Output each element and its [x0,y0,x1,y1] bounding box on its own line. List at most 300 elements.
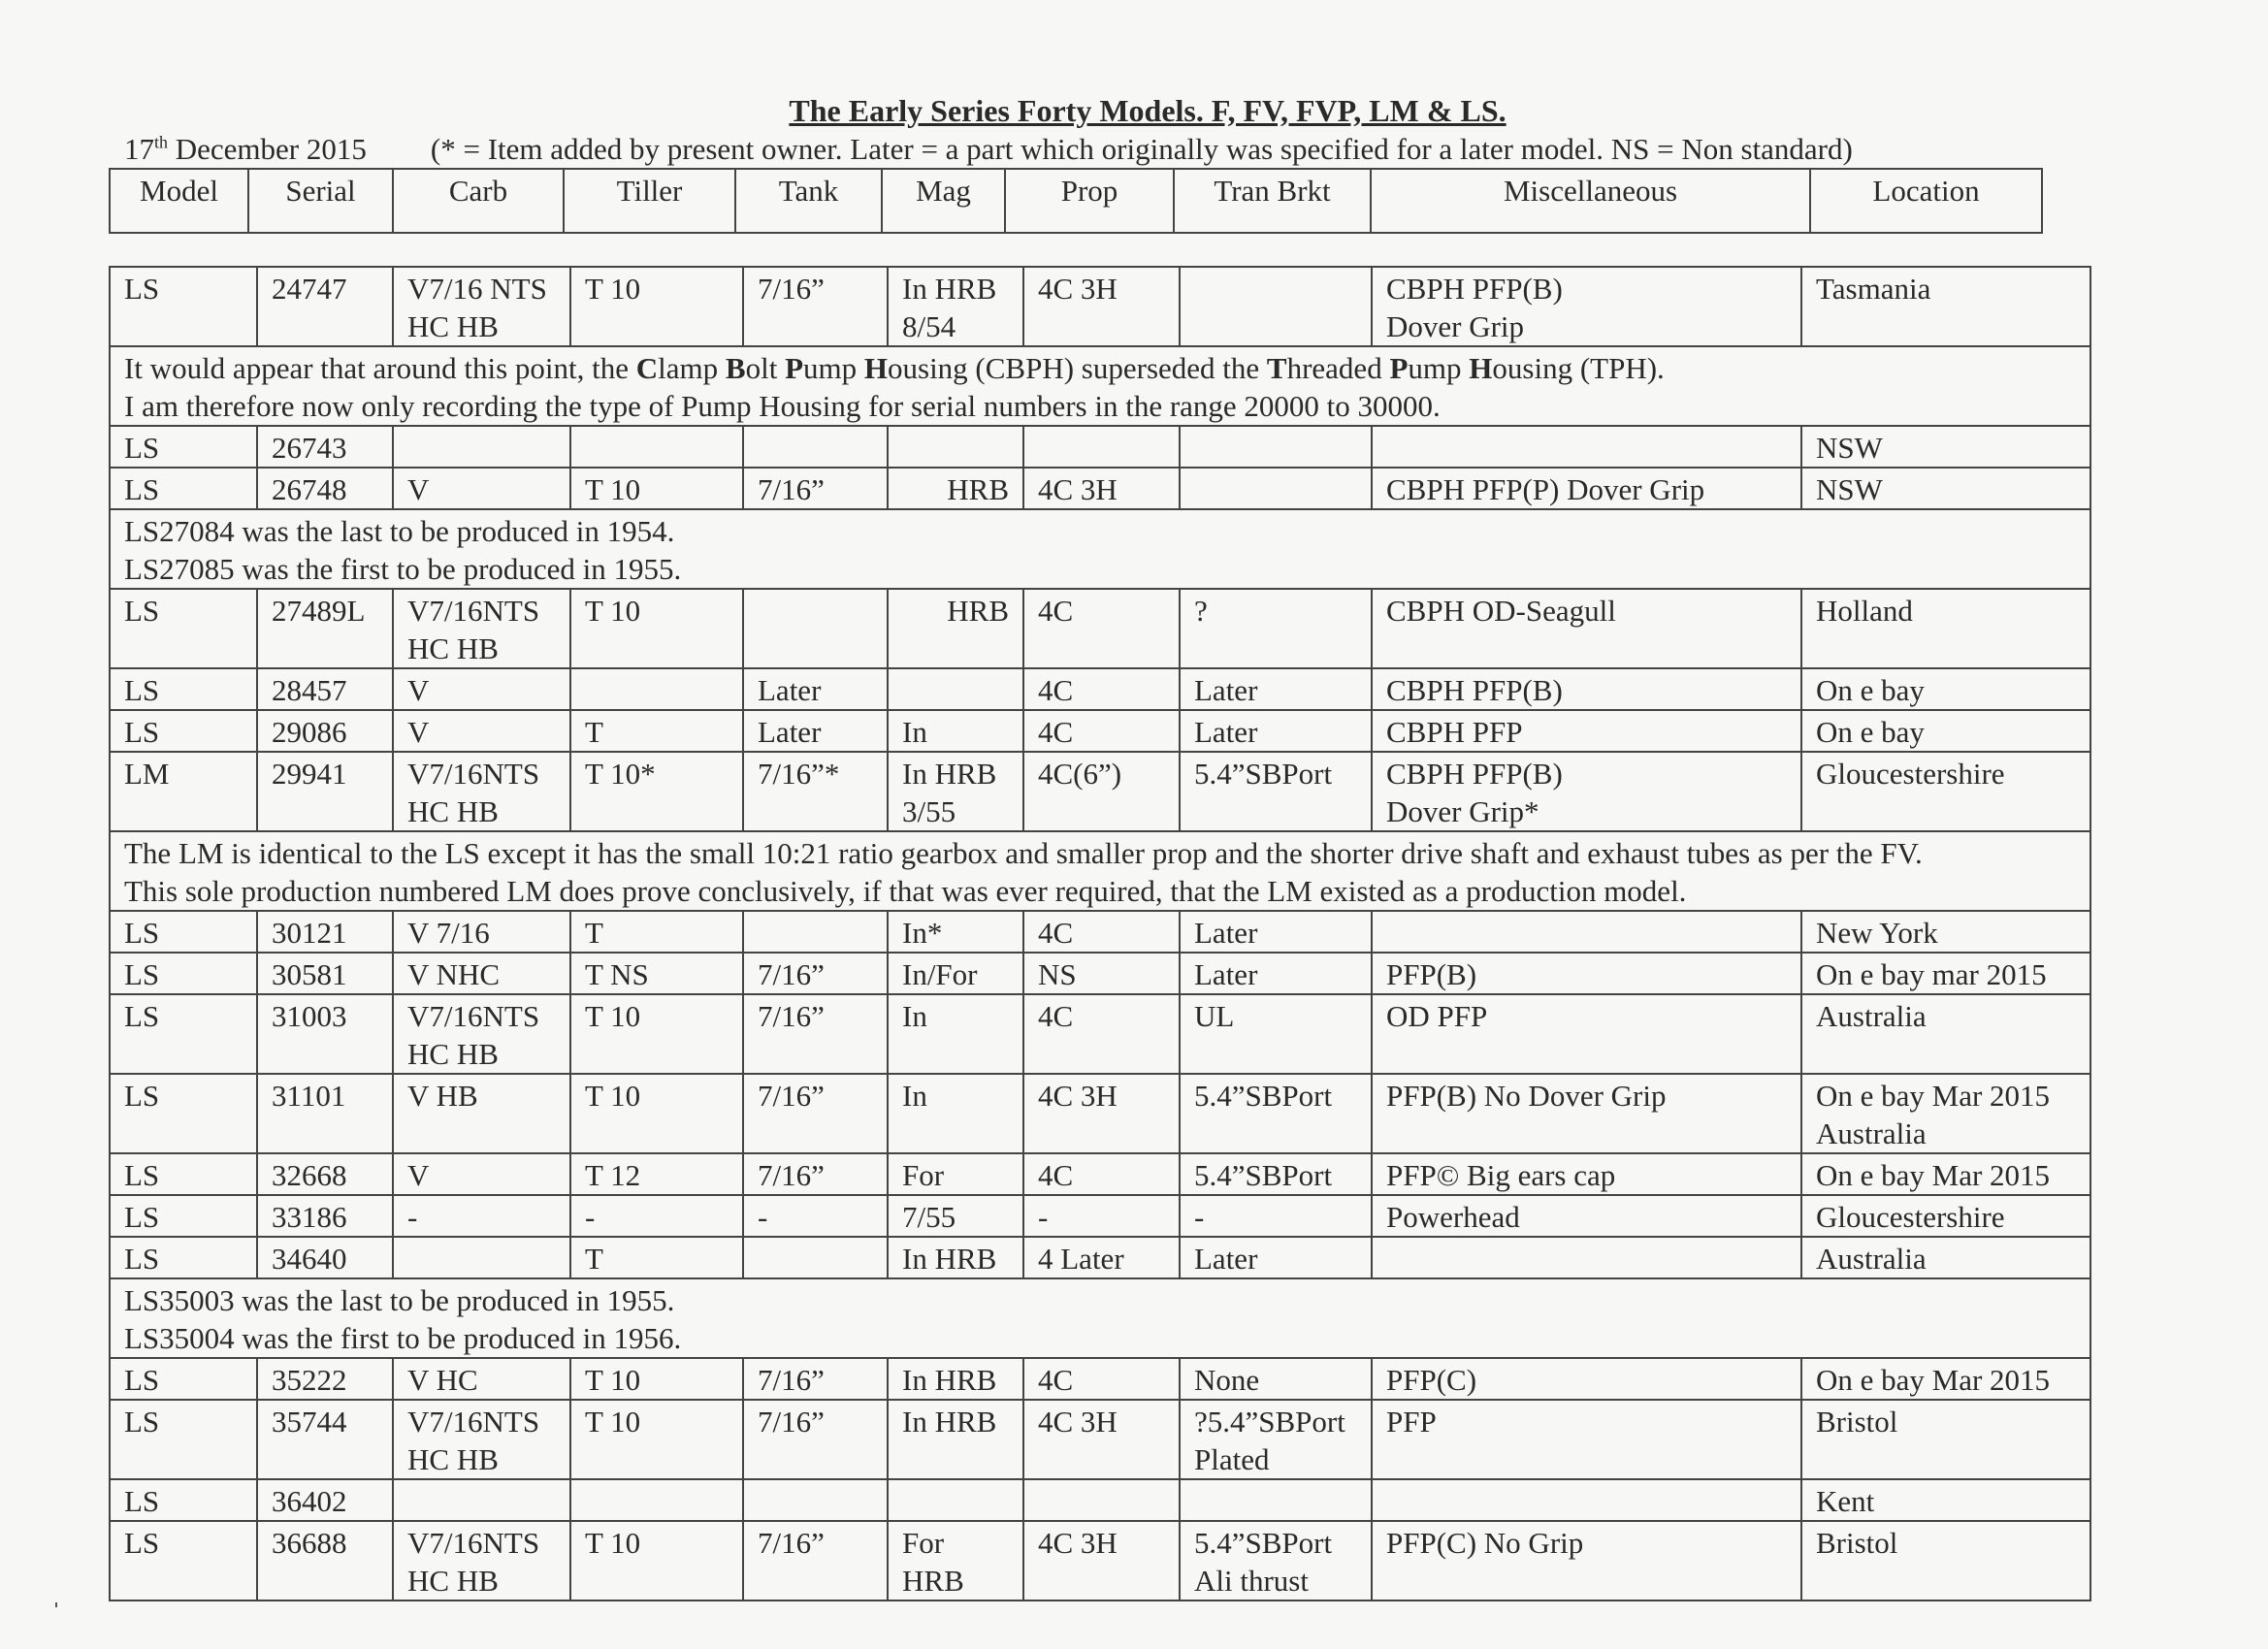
cell-serial [257,267,393,346]
cell-line: 7/16” [758,1526,825,1560]
note-row [110,346,2090,426]
cell-line: None [1194,1363,1260,1397]
table-row [110,994,2090,1074]
cell-location [1801,1358,2090,1400]
note-row [110,509,2090,589]
cell-line: Australia [1816,999,1927,1033]
column-header-prop: Prop [1005,169,1174,233]
cell-tran-brkt [1180,1153,1372,1195]
cell-line: T 10 [585,999,641,1033]
table-row [110,267,2090,346]
cell-serial [257,911,393,953]
cell-line: - [1194,1200,1205,1234]
table-row [110,1479,2090,1521]
cell-tank [743,953,888,994]
cell-line: 26743 [272,431,347,465]
cell-line: V7/16NTS [407,1405,540,1439]
cell-line: 4C 3H [1038,1405,1118,1439]
cell-line: - [585,1200,596,1234]
cell-tran-brkt [1180,911,1372,953]
cell-model [110,1479,257,1521]
column-header-miscellaneous: Miscellaneous [1371,169,1810,233]
cell-line: T 12 [585,1158,641,1192]
table-row [110,953,2090,994]
cell-tran-brkt [1180,468,1372,509]
cell-line: V7/16NTS [407,757,540,791]
cell-line: In HRB [902,272,997,306]
table-row [110,589,2090,668]
cell-model [110,589,257,668]
cell-model [110,911,257,953]
cell-prop [1023,994,1180,1074]
cell-serial [257,1400,393,1479]
cell-line: Later [1194,916,1258,950]
cell-line: 4C(6”) [1038,757,1122,791]
cell-tiller [570,1153,743,1195]
cell-line: For [902,1526,945,1560]
cell-model [110,994,257,1074]
cell-line: - [758,1200,768,1234]
cell-prop [1023,1195,1180,1237]
cell-miscellaneous [1372,953,1801,994]
cell-line: In HRB [902,1242,997,1276]
cell-tank [743,911,888,953]
cell-tiller [570,1195,743,1237]
cell-tank [743,1400,888,1479]
cell-line: T 10* [585,757,656,791]
cell-model [110,710,257,752]
cell-line: T 10 [585,472,641,506]
cell-location [1801,1237,2090,1278]
cell-prop [1023,953,1180,994]
cell-line: ?5.4”SBPort [1194,1405,1345,1439]
cell-serial [257,710,393,752]
cell-line: LS [124,1526,160,1560]
cell-carb [393,668,570,710]
cell-line: HC HB [407,631,499,665]
cell-line: 35744 [272,1405,347,1439]
cell-serial [257,668,393,710]
cell-serial [257,1521,393,1600]
table-row [110,752,2090,831]
cell-prop [1023,1521,1180,1600]
cell-line: T 10 [585,1405,641,1439]
cell-prop [1023,911,1180,953]
note-row [110,831,2090,911]
cell-line: ? [1194,594,1208,628]
cell-line: Kent [1816,1484,1875,1518]
cell-line: V [407,673,430,707]
cell-line: HRB [902,1564,964,1598]
cell-prop [1023,1479,1180,1521]
cell-tiller [570,1521,743,1600]
cell-tran-brkt [1180,953,1372,994]
cell-tank [743,267,888,346]
cell-line: LM [124,757,170,791]
cell-tank [743,426,888,468]
cell-serial [257,752,393,831]
cell-tran-brkt [1180,1195,1372,1237]
cell-line: 7/16” [758,472,825,506]
cell-line: 34640 [272,1242,347,1276]
cell-line: HRB [947,472,1009,506]
cell-line: V7/16 NTS [407,272,547,306]
cell-line: For [902,1158,945,1192]
cell-line: 5.4”SBPort [1194,1526,1333,1560]
cell-prop [1023,752,1180,831]
cell-carb [393,1521,570,1600]
table-row [110,1358,2090,1400]
cell-serial [257,426,393,468]
cell-tran-brkt [1180,668,1372,710]
cell-line: Later [758,715,822,749]
cell-line: Plated [1194,1442,1270,1476]
cell-tiller [570,752,743,831]
cell-line: 30581 [272,957,347,991]
cell-line: On e bay Mar 2015 [1816,1158,2051,1192]
cell-line: 7/55 [902,1200,956,1234]
cell-miscellaneous [1372,1521,1801,1600]
cell-carb [393,1237,570,1278]
cell-mag [888,1358,1023,1400]
column-header-tran-brkt: Tran Brkt [1174,169,1371,233]
cell-line: Gloucestershire [1816,757,2005,791]
cell-line: 5.4”SBPort [1194,1158,1333,1192]
cell-line: 36402 [272,1484,347,1518]
cell-mag [888,1521,1023,1600]
cell-line: T 10 [585,1079,641,1113]
cell-line: PFP(B) [1386,957,1477,991]
cell-line: V [407,472,430,506]
cell-line: CBPH PFP(P) Dover Grip [1386,472,1705,506]
cell-tiller [570,1074,743,1153]
table-row [110,668,2090,710]
cell-line: 27489L [272,594,366,628]
cell-tiller [570,1237,743,1278]
note-line: LS27085 was the first to be produced in 1955. [124,552,682,586]
cell-tiller [570,426,743,468]
cell-carb [393,267,570,346]
cell-serial [257,1237,393,1278]
note-text [110,509,2090,589]
cell-serial [257,589,393,668]
cell-line: CBPH OD-Seagull [1386,594,1616,628]
cell-line: 4C 3H [1038,272,1118,306]
cell-carb [393,589,570,668]
cell-prop [1023,1400,1180,1479]
cell-tiller [570,468,743,509]
cell-line: LS [124,1158,160,1192]
cell-mag [888,468,1023,509]
cell-tank [743,589,888,668]
cell-mag [888,1479,1023,1521]
cell-line: 29941 [272,757,347,791]
cell-line: In HRB [902,757,997,791]
document-date: 17th December 2015 [124,132,367,166]
cell-tank [743,1074,888,1153]
cell-line: V7/16NTS [407,594,540,628]
cell-tran-brkt [1180,589,1372,668]
cell-line: HC HB [407,1442,499,1476]
cell-line: PFP(C) [1386,1363,1477,1397]
cell-line: Australia [1816,1116,1927,1150]
cell-serial [257,1074,393,1153]
cell-line: - [407,1200,418,1234]
cell-mag [888,953,1023,994]
table-row [110,911,2090,953]
column-header-model: Model [110,169,248,233]
cell-line: LS [124,1405,160,1439]
cell-location [1801,426,2090,468]
cell-serial [257,1195,393,1237]
note-line: This sole production numbered LM does prove conclusively, if that was ever required, that the LM existed as a production model. [124,874,1687,908]
cell-carb [393,426,570,468]
table-row [110,1153,2090,1195]
cell-line: 32668 [272,1158,347,1192]
cell-line: CBPH PFP(B) [1386,757,1563,791]
cell-line: LS [124,1484,160,1518]
cell-line: 4C [1038,916,1074,950]
cell-tank [743,1358,888,1400]
cell-line: 35222 [272,1363,347,1397]
cell-line: PFP© Big ears cap [1386,1158,1616,1192]
cell-prop [1023,668,1180,710]
cell-line: On e bay Mar 2015 [1816,1079,2051,1113]
note-line: LS27084 was the last to be produced in 1954. [124,514,675,548]
cell-mag [888,710,1023,752]
table-row [110,1400,2090,1479]
cell-line: In [902,1079,927,1113]
note-line: LS35003 was the last to be produced in 1955. [124,1283,675,1317]
cell-tran-brkt [1180,994,1372,1074]
cell-serial [257,1479,393,1521]
cell-line: 7/16” [758,272,825,306]
table-row [110,1195,2090,1237]
cell-carb [393,953,570,994]
cell-mag [888,426,1023,468]
note-text [110,831,2090,911]
cell-tank [743,668,888,710]
column-header-serial: Serial [248,169,393,233]
cell-tran-brkt [1180,752,1372,831]
cell-prop [1023,710,1180,752]
cell-line: 31003 [272,999,347,1033]
cell-tran-brkt [1180,1074,1372,1153]
cell-tank [743,468,888,509]
models-table [109,266,2091,1601]
cell-line: LS [124,431,160,465]
note-line: It would appear that around this point, the Clamp Bolt Pump Housing (CBPH) superseded the Threaded Pump Housing (TPH). [124,351,1665,385]
cell-line: LS [124,594,160,628]
cell-tiller [570,953,743,994]
cell-line: 26748 [272,472,347,506]
cell-line: V [407,1158,430,1192]
cell-carb [393,710,570,752]
cell-location [1801,953,2090,994]
table-row [110,1074,2090,1153]
cell-line: T NS [585,957,649,991]
cell-miscellaneous [1372,1237,1801,1278]
note-line: LS35004 was the first to be produced in 1956. [124,1321,682,1355]
cell-line: T [585,1242,603,1276]
cell-prop [1023,1074,1180,1153]
cell-line: HC HB [407,794,499,828]
cell-model [110,1074,257,1153]
cell-line: 3/55 [902,794,956,828]
cell-line: 5.4”SBPort [1194,1079,1333,1113]
cell-location [1801,267,2090,346]
cell-prop [1023,468,1180,509]
cell-miscellaneous [1372,1479,1801,1521]
cell-location [1801,1074,2090,1153]
cell-tran-brkt [1180,1521,1372,1600]
document-subtitle [124,132,1853,167]
cell-location [1801,589,2090,668]
cell-line: V7/16NTS [407,1526,540,1560]
cell-line: In/For [902,957,978,991]
cell-tank [743,1195,888,1237]
cell-location [1801,468,2090,509]
cell-tiller [570,589,743,668]
cell-location [1801,668,2090,710]
cell-line: V NHC [407,957,501,991]
legend-note: (* = Item added by present owner. Later = a part which originally was specified for a later model. NS = Non standard) [430,132,1853,166]
cell-tran-brkt [1180,1237,1372,1278]
cell-tran-brkt [1180,1358,1372,1400]
cell-model [110,752,257,831]
cell-model [110,1400,257,1479]
cell-line: LS [124,957,160,991]
cell-model [110,1358,257,1400]
cell-line: Holland [1816,594,1913,628]
cell-line: 33186 [272,1200,347,1234]
note-line: I am therefore now only recording the type of Pump Housing for serial numbers in the range 20000 to 30000. [124,389,1441,423]
cell-line: T [585,916,603,950]
cell-line: 4C [1038,594,1074,628]
cell-line: LS [124,472,160,506]
cell-serial [257,1153,393,1195]
cell-model [110,1195,257,1237]
cell-line: V 7/16 [407,916,490,950]
cell-location [1801,1479,2090,1521]
cell-mag [888,1153,1023,1195]
cell-location [1801,1153,2090,1195]
cell-line: In [902,999,927,1033]
cell-line: T 10 [585,272,641,306]
cell-model [110,1153,257,1195]
cell-tiller [570,1400,743,1479]
table-row [110,468,2090,509]
cell-line: Australia [1816,1242,1927,1276]
cell-line: Later [758,673,822,707]
cell-line: LS [124,1200,160,1234]
cell-mag [888,1195,1023,1237]
cell-line: Dover Grip [1386,309,1525,343]
cell-line: T 10 [585,1526,641,1560]
cell-line: Ali thrust [1194,1564,1309,1598]
cell-location [1801,1195,2090,1237]
cell-line: Later [1194,1242,1258,1276]
cell-line: 28457 [272,673,347,707]
cell-miscellaneous [1372,468,1801,509]
note-line: The LM is identical to the LS except it has the small 10:21 ratio gearbox and smaller prop and the shorter drive shaft and exhaust tubes as per the FV. [124,836,1923,870]
cell-line: NSW [1816,431,1883,465]
cell-tran-brkt [1180,1479,1372,1521]
document-title: The Early Series Forty Models. F, FV, FVP, LM & LS. [789,93,1507,128]
cell-model [110,267,257,346]
cell-line: In* [902,916,943,950]
cell-miscellaneous [1372,1153,1801,1195]
cell-tran-brkt [1180,710,1372,752]
table-row [110,1521,2090,1600]
cell-line: T 10 [585,1363,641,1397]
cell-location [1801,911,2090,953]
cell-prop [1023,1358,1180,1400]
cell-location [1801,1521,2090,1600]
cell-miscellaneous [1372,589,1801,668]
cell-line: OD PFP [1386,999,1488,1033]
column-header-mag: Mag [882,169,1005,233]
cell-line: V HC [407,1363,478,1397]
cell-mag [888,994,1023,1074]
cell-line: In HRB [902,1363,997,1397]
cell-line: HRB [947,594,1009,628]
cell-line: 4C [1038,1363,1074,1397]
cell-line: Tasmania [1816,272,1931,306]
cell-line: LS [124,916,160,950]
cell-prop [1023,426,1180,468]
column-header-location: Location [1810,169,2042,233]
cell-miscellaneous [1372,1400,1801,1479]
cell-line: 4C [1038,999,1074,1033]
cell-mag [888,752,1023,831]
cell-line: UL [1194,999,1235,1033]
cell-line: 7/16”* [758,757,840,791]
cell-line: Later [1194,673,1258,707]
cell-mag [888,911,1023,953]
cell-line: 36688 [272,1526,347,1560]
cell-line: 30121 [272,916,347,950]
cell-line: 29086 [272,715,347,749]
cell-miscellaneous [1372,1358,1801,1400]
cell-carb [393,1479,570,1521]
cell-line: 5.4”SBPort [1194,757,1333,791]
cell-line: HC HB [407,309,499,343]
cell-mag [888,1074,1023,1153]
column-header-table [109,168,2043,234]
cell-line: LS [124,1079,160,1113]
cell-model [110,1237,257,1278]
cell-line: On e bay [1816,715,1925,749]
cell-serial [257,953,393,994]
cell-serial [257,994,393,1074]
cell-line: On e bay [1816,673,1925,707]
cell-line: CBPH PFP [1386,715,1523,749]
cell-tiller [570,994,743,1074]
cell-mag [888,589,1023,668]
cell-line: HC HB [407,1564,499,1598]
table-row [110,426,2090,468]
cell-miscellaneous [1372,1074,1801,1153]
cell-line: Bristol [1816,1526,1898,1560]
cell-line: On e bay Mar 2015 [1816,1363,2051,1397]
cell-line: LS [124,999,160,1033]
cell-tran-brkt [1180,267,1372,346]
cell-mag [888,1400,1023,1479]
cell-line: Bristol [1816,1405,1898,1439]
cell-line: V HB [407,1079,478,1113]
cell-tran-brkt [1180,426,1372,468]
